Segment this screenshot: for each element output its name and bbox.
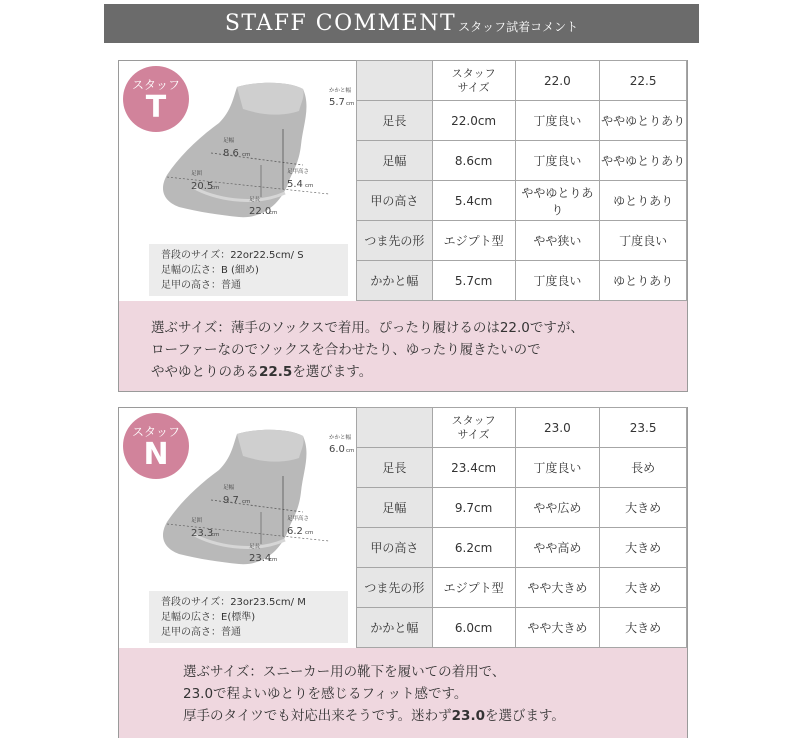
chosen-size: 22.5 (259, 364, 293, 380)
comment-line: 選ぶサイズ：薄手のソックスで着用。ぴったり履けるのは22.0ですが、 (151, 320, 584, 336)
table-cell: 5.7cm (432, 261, 515, 301)
table-cell: 大きめ (600, 488, 687, 528)
unit-label: cm (269, 557, 278, 563)
table-row (357, 181, 687, 221)
table-cell: やや広め (515, 488, 600, 528)
unit-label: cm (242, 152, 251, 158)
heel-label: かかと幅 (329, 88, 352, 94)
table-cell: ゆとりあり (600, 261, 687, 301)
row-label: かかと幅 (357, 608, 433, 648)
table-cell: やや狭い (515, 221, 600, 261)
table-row (357, 528, 687, 568)
badge-letter: T (145, 90, 167, 125)
table-corner (357, 61, 433, 101)
table-cell: 丁度良い (600, 221, 687, 261)
table-cell: やや大きめ (515, 608, 600, 648)
badge-label: スタッフ (131, 78, 180, 92)
staff-card-n (118, 407, 688, 738)
table-row (357, 608, 687, 648)
unit-label: cm (305, 530, 314, 536)
header-title-ja: スタッフ試着コメント (458, 20, 579, 34)
table-cell: 大きめ (600, 528, 687, 568)
unit-label: cm (269, 210, 278, 216)
usual-size: 普段のサイズ：23or23.5cm/ M (161, 597, 306, 608)
table-row (357, 101, 687, 141)
table-cell: 大きめ (600, 568, 687, 608)
table-cell: やや大きめ (515, 568, 600, 608)
usual-size: 普段のサイズ：22or22.5cm/ S (161, 250, 304, 261)
table-row (357, 141, 687, 181)
heel-value: 6.0 (329, 444, 345, 455)
table-cell: 8.6cm (432, 141, 515, 181)
table-cell: 丁度良い (515, 141, 600, 181)
comment-line: 厚手のタイツでも対応出来そうです。迷わず23.0を選びます。 (183, 708, 565, 724)
table-cell: 丁度良い (515, 101, 600, 141)
staff-comment (119, 648, 687, 738)
table-cell: 22.0cm (432, 101, 515, 141)
row-label: 足幅 (357, 488, 433, 528)
row-label: つま先の形 (357, 568, 433, 608)
table-cell: 6.0cm (432, 608, 515, 648)
comment-line: 23.0で程よいゆとりを感じるフィット感です。 (183, 686, 468, 702)
table-cell: エジプト型 (432, 221, 515, 261)
comment-line: ローファーなのでソックスを合わせたり、ゆったり履きたいので (151, 342, 541, 358)
girth-value: 20.5 (191, 181, 214, 192)
unit-label: cm (305, 183, 314, 189)
row-label: かかと幅 (357, 261, 433, 301)
instep-label: 足甲高さ (287, 516, 310, 522)
comment-line: 選ぶサイズ：スニーカー用の靴下を履いての着用で、 (183, 664, 506, 680)
table-cell: 長め (600, 448, 687, 488)
length-label: 足長 (249, 197, 261, 203)
row-label: 足幅 (357, 141, 433, 181)
instep-value: 5.4 (287, 179, 303, 190)
table-cell: ややゆとりあり (600, 101, 687, 141)
unit-label: cm (242, 499, 251, 505)
table-cell: 丁度良い (515, 448, 600, 488)
fit-table (356, 60, 687, 301)
length-value: 22.0 (249, 206, 272, 217)
staff-info (149, 591, 348, 643)
table-corner (357, 408, 433, 448)
table-row (357, 568, 687, 608)
unit-label: cm (211, 185, 220, 191)
table-row (357, 488, 687, 528)
table-row (357, 448, 687, 488)
badge-label: スタッフ (131, 425, 180, 439)
size-header: 23.5 (600, 408, 687, 448)
staff-card-t (118, 60, 688, 392)
badge-letter: N (143, 437, 169, 472)
table-cell: 丁度良い (515, 261, 600, 301)
foot-illustration (153, 67, 353, 237)
instep-label: 足甲高さ (287, 169, 310, 175)
heel-value: 5.7 (329, 97, 345, 108)
girth-label: 足囲 (191, 171, 203, 177)
size-header: 22.0 (515, 61, 600, 101)
row-label: つま先の形 (357, 221, 433, 261)
unit-label: cm (211, 532, 220, 538)
length-value: 23.4 (249, 553, 272, 564)
staff-size-header: スタッフ サイズ (432, 61, 515, 101)
width-value: 9.7 (223, 495, 239, 506)
table-cell: エジプト型 (432, 568, 515, 608)
staff-comment (119, 301, 687, 391)
chosen-size: 23.0 (451, 708, 485, 724)
section-header (104, 4, 699, 43)
table-row (357, 261, 687, 301)
length-label: 足長 (249, 544, 261, 550)
heel-label: かかと幅 (329, 435, 352, 441)
unit-label: cm (346, 101, 355, 107)
width-label: 足幅 (223, 138, 235, 144)
girth-value: 23.3 (191, 528, 214, 539)
foot-illustration (153, 414, 353, 584)
table-cell: ややゆとりあり (600, 141, 687, 181)
table-cell: 9.7cm (432, 488, 515, 528)
unit-label: cm (346, 448, 355, 454)
table-cell: 5.4cm (432, 181, 515, 221)
foot-width: 足幅の広さ：B (細め) (161, 265, 259, 276)
instep-height: 足甲の高さ：普通 (161, 280, 241, 291)
width-value: 8.6 (223, 148, 239, 159)
table-cell: 6.2cm (432, 528, 515, 568)
table-cell: ややゆとりあり (515, 181, 600, 221)
staff-size-header: スタッフ サイズ (432, 408, 515, 448)
table-cell: 大きめ (600, 608, 687, 648)
header-title-en: STAFF COMMENT (224, 11, 457, 36)
row-label: 足長 (357, 448, 433, 488)
row-label: 甲の高さ (357, 181, 433, 221)
staff-info (149, 244, 348, 296)
foot-panel (119, 408, 357, 648)
table-cell: やや高め (515, 528, 600, 568)
instep-value: 6.2 (287, 526, 303, 537)
instep-height: 足甲の高さ：普通 (161, 627, 241, 638)
foot-panel (119, 61, 357, 301)
table-cell: 23.4cm (432, 448, 515, 488)
girth-label: 足囲 (191, 518, 203, 524)
width-label: 足幅 (223, 485, 235, 491)
foot-width: 足幅の広さ：E(標準) (161, 612, 256, 623)
size-header: 22.5 (600, 61, 687, 101)
comment-line: ややゆとりのある22.5を選びます。 (151, 364, 373, 380)
size-header: 23.0 (515, 408, 600, 448)
fit-table (356, 407, 687, 648)
row-label: 甲の高さ (357, 528, 433, 568)
table-row (357, 221, 687, 261)
table-cell: ゆとりあり (600, 181, 687, 221)
row-label: 足長 (357, 101, 433, 141)
